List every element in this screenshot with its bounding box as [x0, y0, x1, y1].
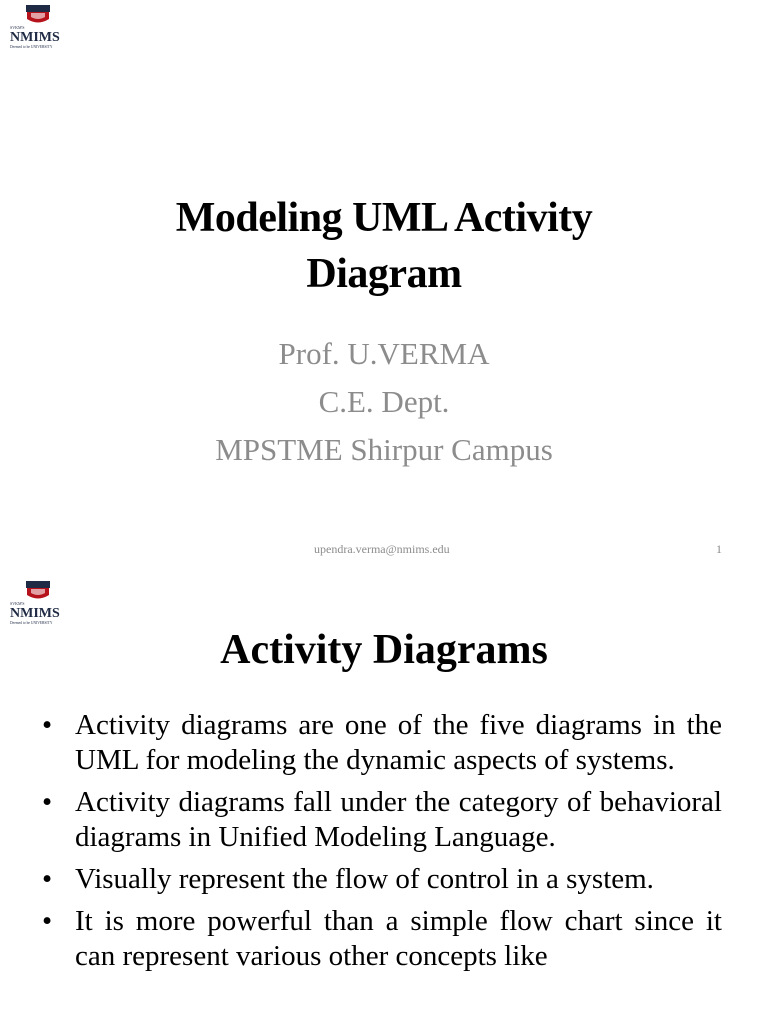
- bullet-item: [40, 708, 722, 778]
- bullet-icon: •: [42, 786, 53, 818]
- bullet-icon: •: [42, 709, 53, 741]
- logo-top-text: SVKM'S: [10, 601, 25, 606]
- bullet-item: [40, 785, 722, 855]
- logo-name: NMIMS: [10, 606, 60, 621]
- bullet-list: [40, 708, 722, 981]
- bullet-item: [40, 862, 722, 897]
- campus: MPSTME Shirpur Campus: [215, 432, 553, 467]
- bullet-item: [40, 904, 722, 974]
- title-line-2: Diagram: [306, 251, 462, 297]
- logo-top-text: SVKM'S: [10, 25, 25, 30]
- bullet-icon: •: [42, 905, 53, 937]
- slide-title: Activity Diagrams: [220, 627, 548, 673]
- nmims-logo: [6, 4, 72, 54]
- footer-email: upendra.verma@nmims.edu: [314, 542, 450, 556]
- logo-tagline: Deemed to be UNIVERSITY: [10, 621, 53, 625]
- bullet-icon: •: [42, 863, 53, 895]
- logo-name: NMIMS: [10, 30, 60, 45]
- bullet-text: It is more powerful than a simple flow chart since it can represent various other concepts like: [75, 905, 722, 972]
- department: C.E. Dept.: [318, 384, 450, 419]
- logo-tagline: Deemed to be UNIVERSITY: [10, 45, 53, 49]
- slide-2: [0, 572, 768, 1024]
- bullet-text: Activity diagrams are one of the five diagrams in the UML for modeling the dynamic aspects of systems.: [75, 709, 722, 776]
- bullet-text: Visually represent the flow of control in a system.: [75, 863, 654, 895]
- page-number: 1: [716, 542, 722, 556]
- title-line-1: Modeling UML Activity: [175, 195, 593, 241]
- bullet-text: Activity diagrams fall under the category of behavioral diagrams in Unified Modeling Language.: [75, 786, 722, 853]
- presenter-name: Prof. U.VERMA: [278, 336, 490, 371]
- slide-title: [0, 190, 768, 302]
- presenter-info: [0, 330, 768, 474]
